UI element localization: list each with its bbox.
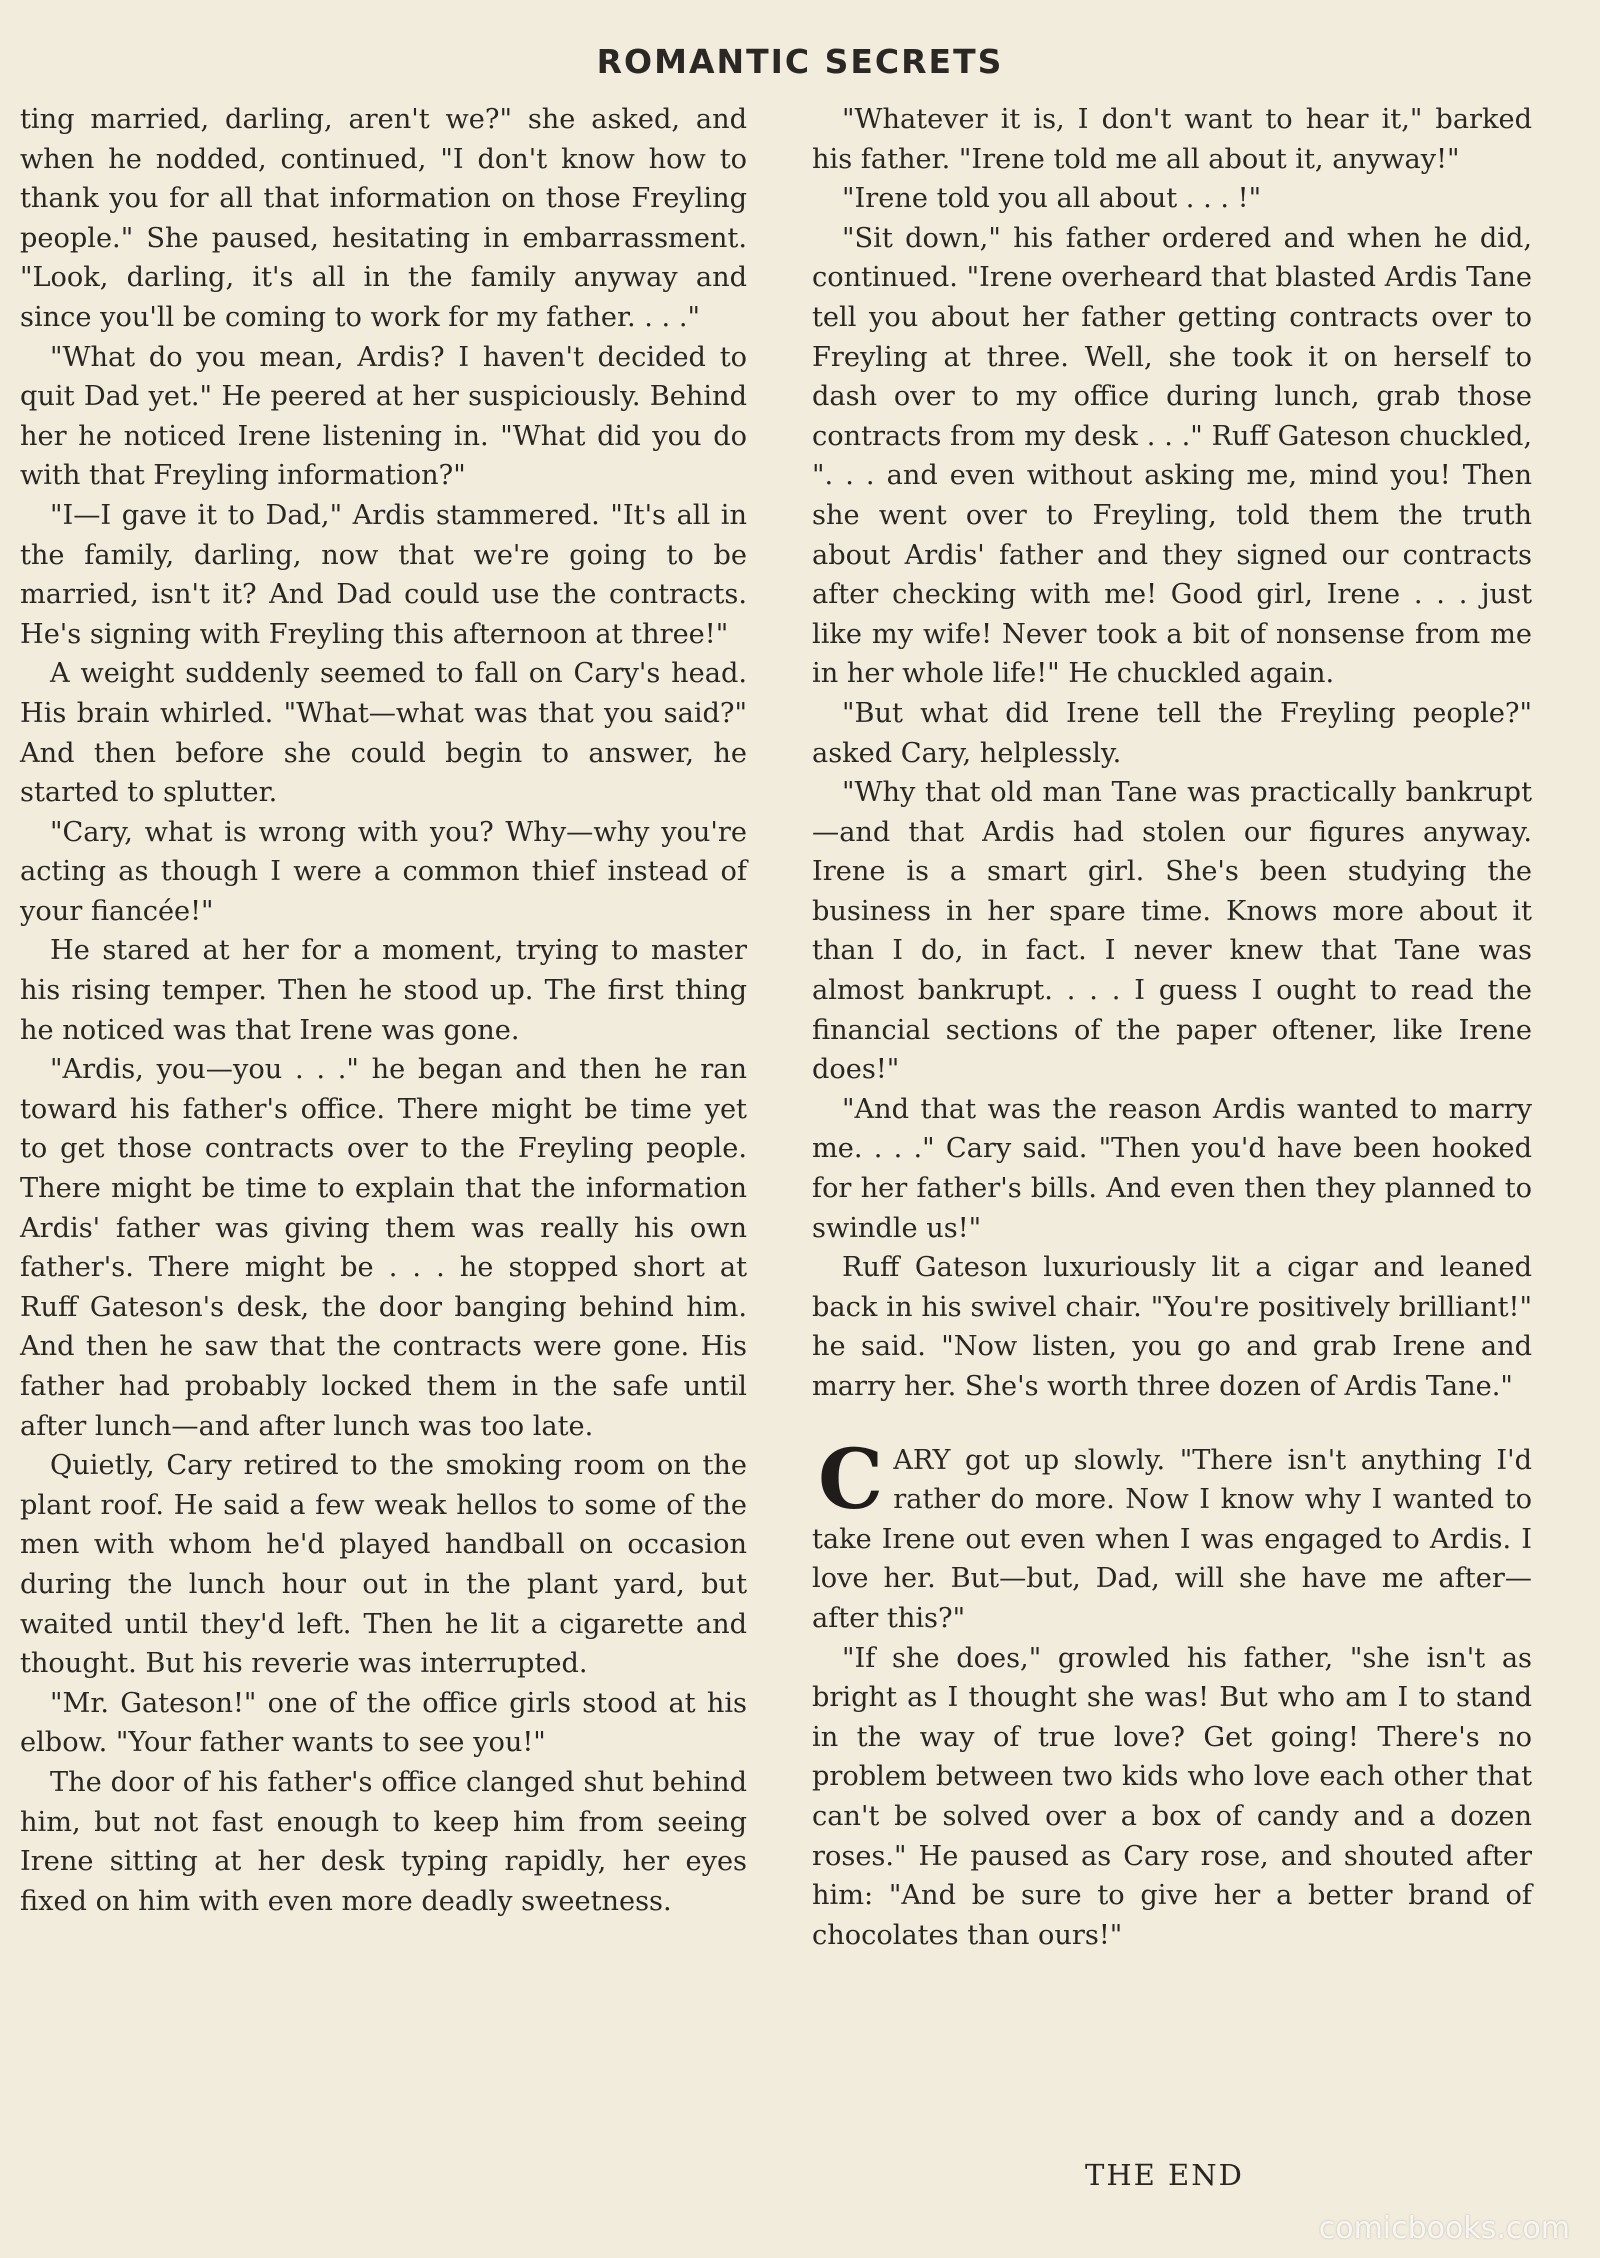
story-paragraph: "I—I gave it to Dad," Ardis stammered. "It's all in the family, darling, now that we're going to be married, isn't it? And Dad could use the contracts. He's signing with Freyling this afternoon at three!" bbox=[20, 499, 747, 650]
dropcap-paragraph-text: ARY got up slowly. "There isn't anything I'd rather do more. Now I know why I wanted to take Irene out even when I was engaged to Ardis. I love her. But—but, Dad, will she have me after—after this?" bbox=[812, 1444, 1532, 1634]
story-paragraph: The door of his father's office clanged shut behind him, but not fast enough to keep him from seeing Irene sitting at her desk typing rapidly, her eyes fixed on him with even more deadly sweetness. bbox=[20, 1766, 747, 1917]
story-paragraph: "Irene told you all about . . . !" bbox=[842, 183, 1262, 215]
story-paragraph: "Cary, what is wrong with you? Why—why you're acting as though I were a common thief instead of your fiancée!" bbox=[20, 816, 747, 927]
story-paragraph: "Mr. Gateson!" one of the office girls stood at his elbow. "Your father wants to see you!" bbox=[20, 1687, 747, 1759]
story-paragraph: "Sit down," his father ordered and when he did, continued. "Irene overheard that blasted Ardis Tane tell you about her father getting contracts over to Freyling at three. Well, she took it on herself to dash over to my office during lunch, grab those contracts from my desk . . ." Ruff Gateson chuckled, ". . . and even without asking me, mind you! Then she went over to Freyling, told them the truth about Ardis' father and they signed our contracts after checking with me! Good girl, Irene . . . just like my wife! Never took a bit of nonsense from me in her whole life!" He chuckled again. bbox=[812, 222, 1532, 690]
left-column bbox=[20, 100, 747, 1921]
site-watermark: comicbooks.com bbox=[1318, 2211, 1570, 2246]
story-paragraph: "Why that old man Tane was practically bankrupt—and that Ardis had stolen our figures anyway. Irene is a smart girl. She's been studying the business in her spare time. Knows more about it than I do, in fact. I never knew that Tane was almost bankrupt. . . . I guess I ought to read the financial sections of the paper oftener, like Irene does!" bbox=[812, 777, 1532, 1086]
the-end-label: THE END bbox=[1085, 2158, 1244, 2192]
story-paragraph: Quietly, Cary retired to the smoking room on the plant roof. He said a few weak hellos to some of the men with whom he'd played handball on occasion during the lunch hour out in the plant yard, but waited until they'd left. Then he lit a cigarette and thought. But his reverie was interrupted. bbox=[20, 1450, 747, 1680]
story-paragraph: He stared at her for a moment, trying to master his rising temper. Then he stood up. The first thing he noticed was that Irene was gone. bbox=[20, 935, 747, 1046]
right-column bbox=[812, 100, 1532, 1955]
page-header-title: ROMANTIC SECRETS bbox=[596, 42, 1004, 81]
dropcap-paragraph bbox=[812, 1431, 1532, 1639]
story-paragraph: "What do you mean, Ardis? I haven't decided to quit Dad yet." He peered at her suspiciously. Behind her he noticed Irene listening in. "What did you do with that Freyling information?" bbox=[20, 341, 747, 492]
story-paragraph: "If she does," growled his father, "she isn't as bright as I thought she was! But who am I to stand in the way of true love? Get going! There's no problem between two kids who love each other that can't be solved over a box of candy and a dozen roses." He paused as Cary rose, and shouted after him: "And be sure to give her a better brand of chocolates than ours!" bbox=[812, 1642, 1532, 1951]
story-paragraph: ting married, darling, aren't we?" she asked, and when he nodded, continued, "I don't know how to thank you for all that information on those Freyling people." She paused, hesitating in embarrassment. "Look, darling, it's all in the family anyway and since you'll be coming to work for my father. . . ." bbox=[20, 104, 747, 333]
story-paragraph: "But what did Irene tell the Freyling people?" asked Cary, helplessly. bbox=[812, 697, 1532, 769]
story-paragraph: "Ardis, you—you . . ." he began and then he ran toward his father's office. There might be time yet to get those contracts over to the Freyling people. There might be time to explain that the information Ardis' father was giving them was really his own father's. There might be . . . he stopped short at Ruff Gateson's desk, the door banging behind him. And then he saw that the contracts were gone. His father had probably locked them in the safe until after lunch—and after lunch was too late. bbox=[20, 1054, 747, 1442]
story-paragraph: A weight suddenly seemed to fall on Cary's head. His brain whirled. "What—what was that you said?" And then before she could begin to answer, he started to splutter. bbox=[20, 658, 747, 809]
story-paragraph: Ruff Gateson luxuriously lit a cigar and leaned back in his swivel chair. "You're positively brilliant!" he said. "Now listen, you go and grab Irene and marry her. She's worth three dozen of Ardis Tane." bbox=[812, 1252, 1532, 1402]
story-paragraph: "Whatever it is, I don't want to hear it," barked his father. "Irene told me all about it, anyway!" bbox=[812, 104, 1532, 175]
drop-cap-letter: C bbox=[818, 1431, 884, 1528]
story-paragraph: "And that was the reason Ardis wanted to marry me. . . ." Cary said. "Then you'd have been hooked for her father's bills. And even then they planned to swindle us!" bbox=[812, 1093, 1532, 1244]
